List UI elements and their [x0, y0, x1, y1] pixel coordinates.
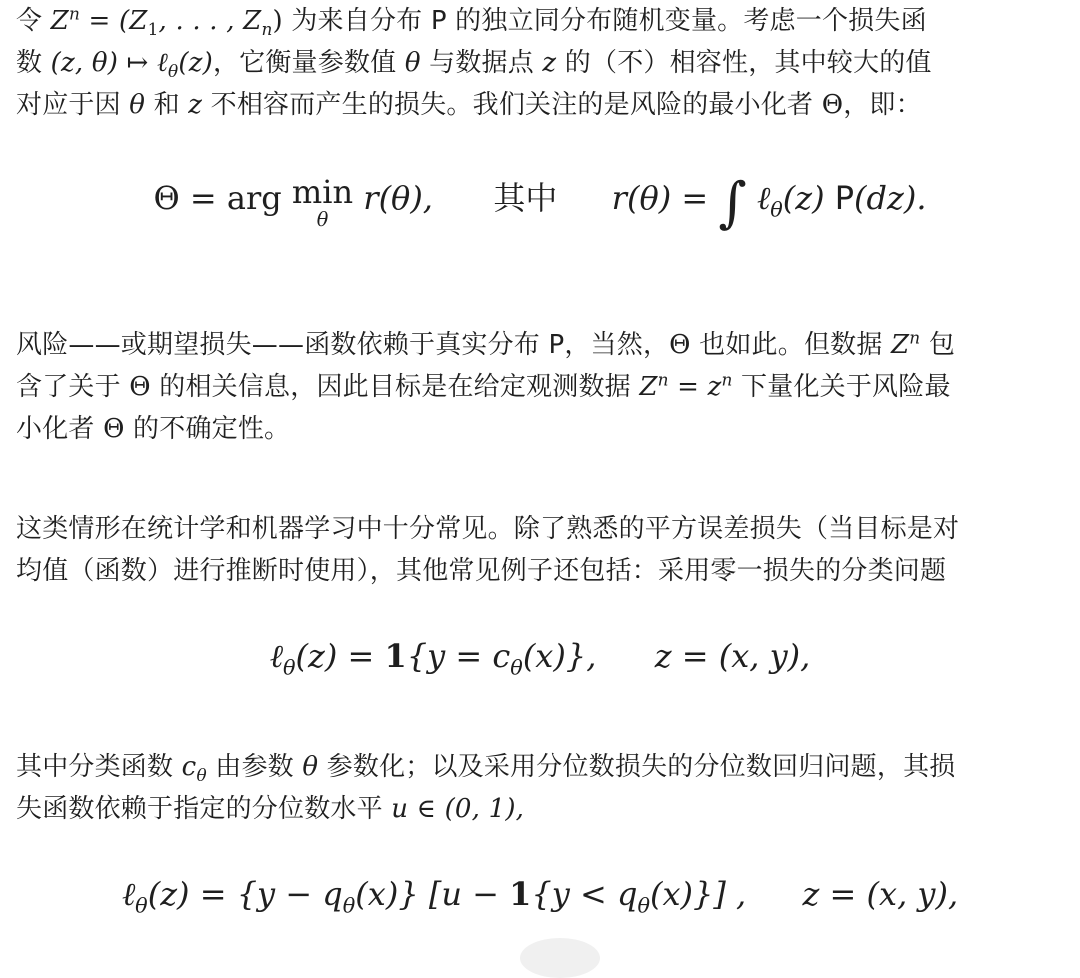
integral-sign: ∫ — [718, 170, 747, 234]
paragraph-intro — [16, 0, 1068, 126]
text-line: 均值（函数）进行推断时使用），其他常见例子还包括：采用零一损失的分类问题 — [16, 556, 947, 586]
paragraph-risk — [16, 324, 1068, 450]
scroll-indicator — [520, 938, 600, 978]
equation-argmin: Θ = arg min θ r(θ), — [153, 173, 433, 231]
paragraph-quantile — [16, 746, 1068, 830]
text-line: 风险——或期望损失——函数依赖于真实分布 P，当然，Θ 也如此。但数据 $Z^n$ 包 — [16, 327, 956, 360]
paragraph-examples — [16, 508, 1068, 592]
text-line: 对应于因 θ 和 z 不相容而产生的损失。我们关注的是风险的最小化者 Θ，即： — [16, 90, 922, 120]
text-line: 这类情形在统计学和机器学习中十分常见。除了熟悉的平方误差损失（当目标是对 — [16, 514, 960, 544]
equation-zero-one-loss: ℓ$_\theta$(z) = $1\{y = c_\theta(x)\}$, z = (x, y), — [269, 637, 811, 680]
text-line: 小化者 Θ 的不确定性。 — [16, 414, 291, 444]
text-line: 数 (z, θ) ↦ ℓ$_\theta$(z)，它衡量参数值 θ 与数据点 z 的（不）相容性，其中较大的值 — [16, 48, 932, 82]
text-line: 失函数依赖于指定的分位数水平 u ∈ (0, 1), — [16, 794, 525, 824]
text-line: 其中分类函数 $c_\theta$ 由参数 θ 参数化；以及采用分位数损失的分位数回归问题，其损 — [16, 752, 956, 786]
equation-risk-definition: r(θ) = ∫ ℓ$_\theta$(z) P(dz). — [611, 170, 927, 234]
text-line: 令 $Z^n = (Z_1$, . . . , $Z_n$) 为来自分布 P 的独立同分布随机变量。考虑一个损失函 — [16, 3, 927, 40]
equation-where-label: 其中 — [493, 179, 558, 217]
equation-quantile-loss: ℓ$_\theta$(z) = $\{y - q_\theta(x)\}$ $[u - 1\{y < q_\theta(x)\}]$ , z = (x, y), — [121, 875, 959, 918]
equation-risk-minimizer — [0, 170, 1080, 234]
min-operator: min θ — [291, 173, 354, 231]
text-line: 含了关于 Θ 的相关信息，因此目标是在给定观测数据 $Z^n = z^n$ 下量化关于风险最 — [16, 369, 951, 402]
